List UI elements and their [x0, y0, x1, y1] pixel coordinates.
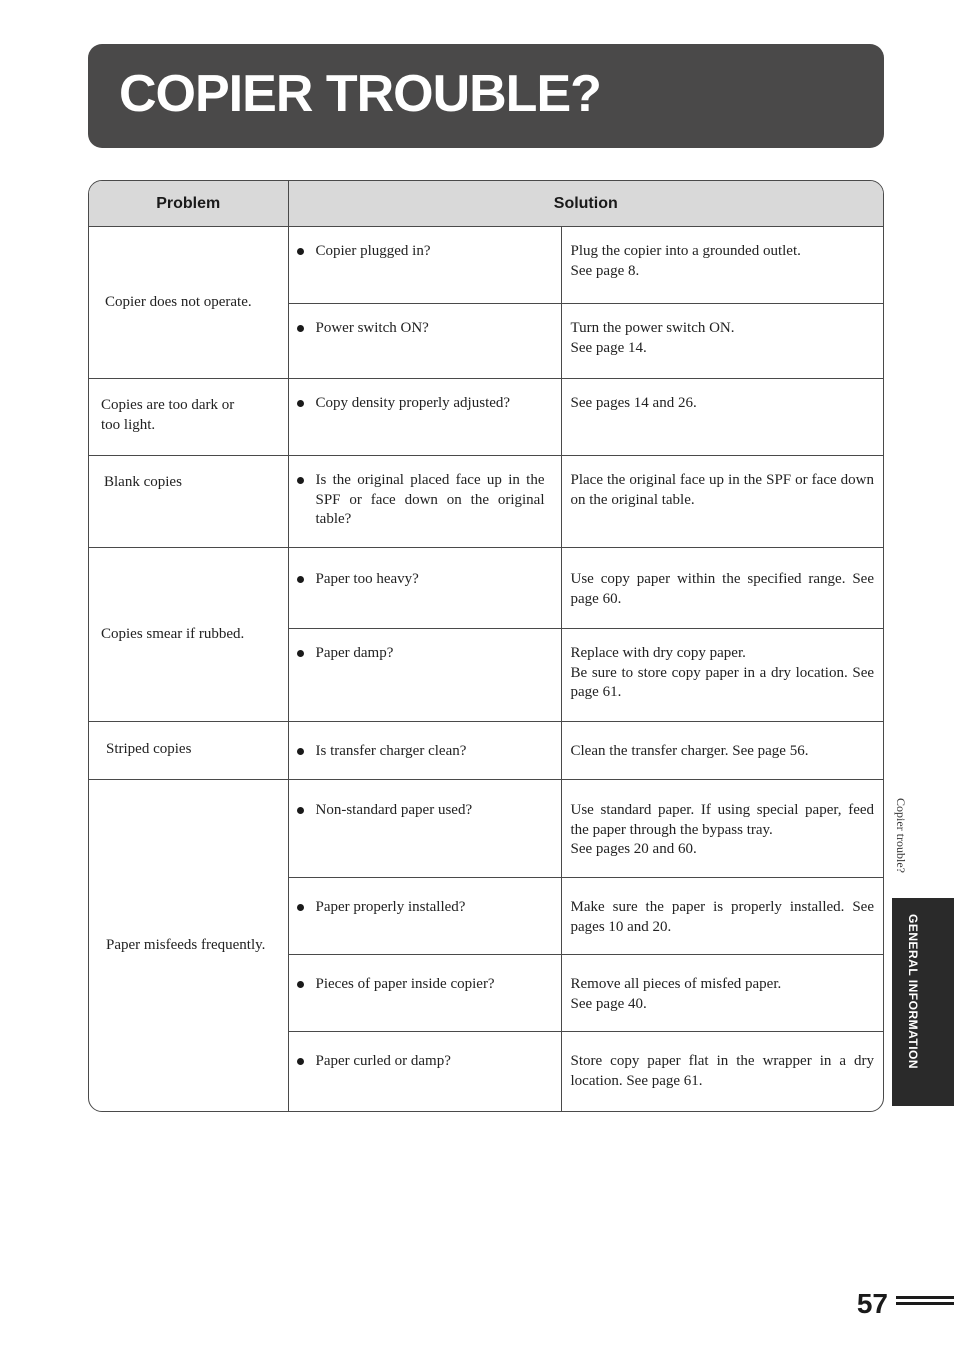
check-cell [288, 780, 561, 878]
solution-line: Replace with dry copy paper. [570, 645, 746, 661]
section-side-label-text: Copier trouble? [894, 798, 908, 873]
table-row [89, 456, 883, 548]
check-cell [288, 1032, 561, 1112]
table-row [89, 227, 883, 304]
solution-line: See pages 20 and 60. [570, 841, 697, 857]
solution-line: Turn the power switch ON. [570, 320, 735, 336]
solution-cell [561, 878, 883, 955]
check-cell [288, 629, 561, 722]
rule-line [896, 1302, 954, 1305]
solution-cell [561, 227, 883, 304]
table-row [89, 722, 883, 780]
check-cell [288, 304, 561, 379]
solution-cell [561, 456, 883, 548]
bullet-icon [297, 981, 304, 988]
solution-line: See page 14. [570, 339, 647, 356]
solution-header: Solution [288, 181, 883, 227]
bullet-icon [297, 576, 304, 583]
solution-cell [561, 629, 883, 722]
problem-cell: Paper misfeeds frequently. [89, 780, 288, 1112]
check-cell [288, 379, 561, 456]
page-title: COPIER TROUBLE? [119, 65, 601, 123]
solution-line: Be sure to store copy paper in a dry location. See page 61. [570, 664, 875, 700]
solution-line: Place the original face up in the SPF or face down on the original table. [570, 472, 875, 508]
problem-cell: Copies are too dark or too light. [89, 379, 288, 456]
check-cell [288, 227, 561, 304]
check-cell [288, 955, 561, 1032]
check-cell [288, 548, 561, 629]
check-cell [288, 878, 561, 955]
solution-line: Use standard paper. If using special paper, feed the paper through the bypass tray. [570, 802, 875, 838]
table-header-row [89, 181, 883, 227]
page-number: 57 [856, 1288, 888, 1319]
solution-cell [561, 304, 883, 379]
bullet-icon [297, 1058, 304, 1065]
bullet-icon [297, 650, 304, 657]
rule-line [896, 1296, 954, 1299]
page-number-rule [896, 1296, 954, 1312]
problem-cell: Copies smear if rubbed. [89, 548, 288, 722]
bullet-icon [297, 904, 304, 911]
section-side-label [894, 798, 926, 890]
solution-cell [561, 548, 883, 629]
check-text: Is the original placed face up in the SPF or face down on the original table? [315, 472, 545, 527]
check-cell [288, 722, 561, 780]
chapter-side-tab-text: GENERAL INFORMATION [906, 914, 920, 1070]
solution-cell [561, 722, 883, 780]
bullet-icon [297, 477, 304, 484]
solution-line: Remove all pieces of misfed paper. [570, 976, 782, 992]
solution-line: See page 40. [570, 995, 647, 1012]
solution-cell [561, 1032, 883, 1112]
solution-cell [561, 955, 883, 1032]
table-row [89, 548, 883, 629]
table-row [89, 780, 883, 878]
bullet-icon [297, 248, 304, 255]
check-text: Paper too heavy? [315, 571, 419, 587]
solution-line: Clean the transfer charger. See page 56. [570, 743, 809, 759]
bullet-icon [297, 748, 304, 755]
bullet-icon [297, 807, 304, 814]
troubleshooting-table [88, 180, 884, 1112]
solution-line: Make sure the paper is properly installed. See pages 10 and 20. [570, 899, 875, 935]
problem-header: Problem [89, 181, 288, 227]
solution-cell [561, 780, 883, 878]
chapter-side-tab [892, 898, 954, 1106]
check-text: Non-standard paper used? [315, 802, 473, 818]
title-banner [88, 44, 884, 148]
check-text: Copier plugged in? [315, 243, 431, 259]
check-text: Paper damp? [315, 645, 394, 661]
check-text: Copy density properly adjusted? [315, 395, 511, 411]
solution-cell [561, 379, 883, 456]
solution-line: Use copy paper within the specified range. See page 60. [570, 571, 875, 607]
problem-cell: Blank copies [89, 456, 288, 548]
problem-cell: Copier does not operate. [89, 227, 288, 379]
check-text: Is transfer charger clean? [315, 743, 467, 759]
check-text: Paper properly installed? [315, 899, 466, 915]
table-row [89, 379, 883, 456]
check-cell [288, 456, 561, 548]
bullet-icon [297, 400, 304, 407]
check-text: Pieces of paper inside copier? [315, 976, 495, 992]
check-text: Power switch ON? [315, 320, 429, 336]
problem-cell: Striped copies [89, 722, 288, 780]
solution-line: See page 8. [570, 262, 640, 279]
bullet-icon [297, 325, 304, 332]
solution-line: See pages 14 and 26. [570, 395, 697, 411]
check-text: Paper curled or damp? [315, 1053, 451, 1069]
solution-line: Plug the copier into a grounded outlet. [570, 243, 801, 259]
solution-line: Store copy paper flat in the wrapper in a dry location. See page 61. [570, 1053, 875, 1089]
